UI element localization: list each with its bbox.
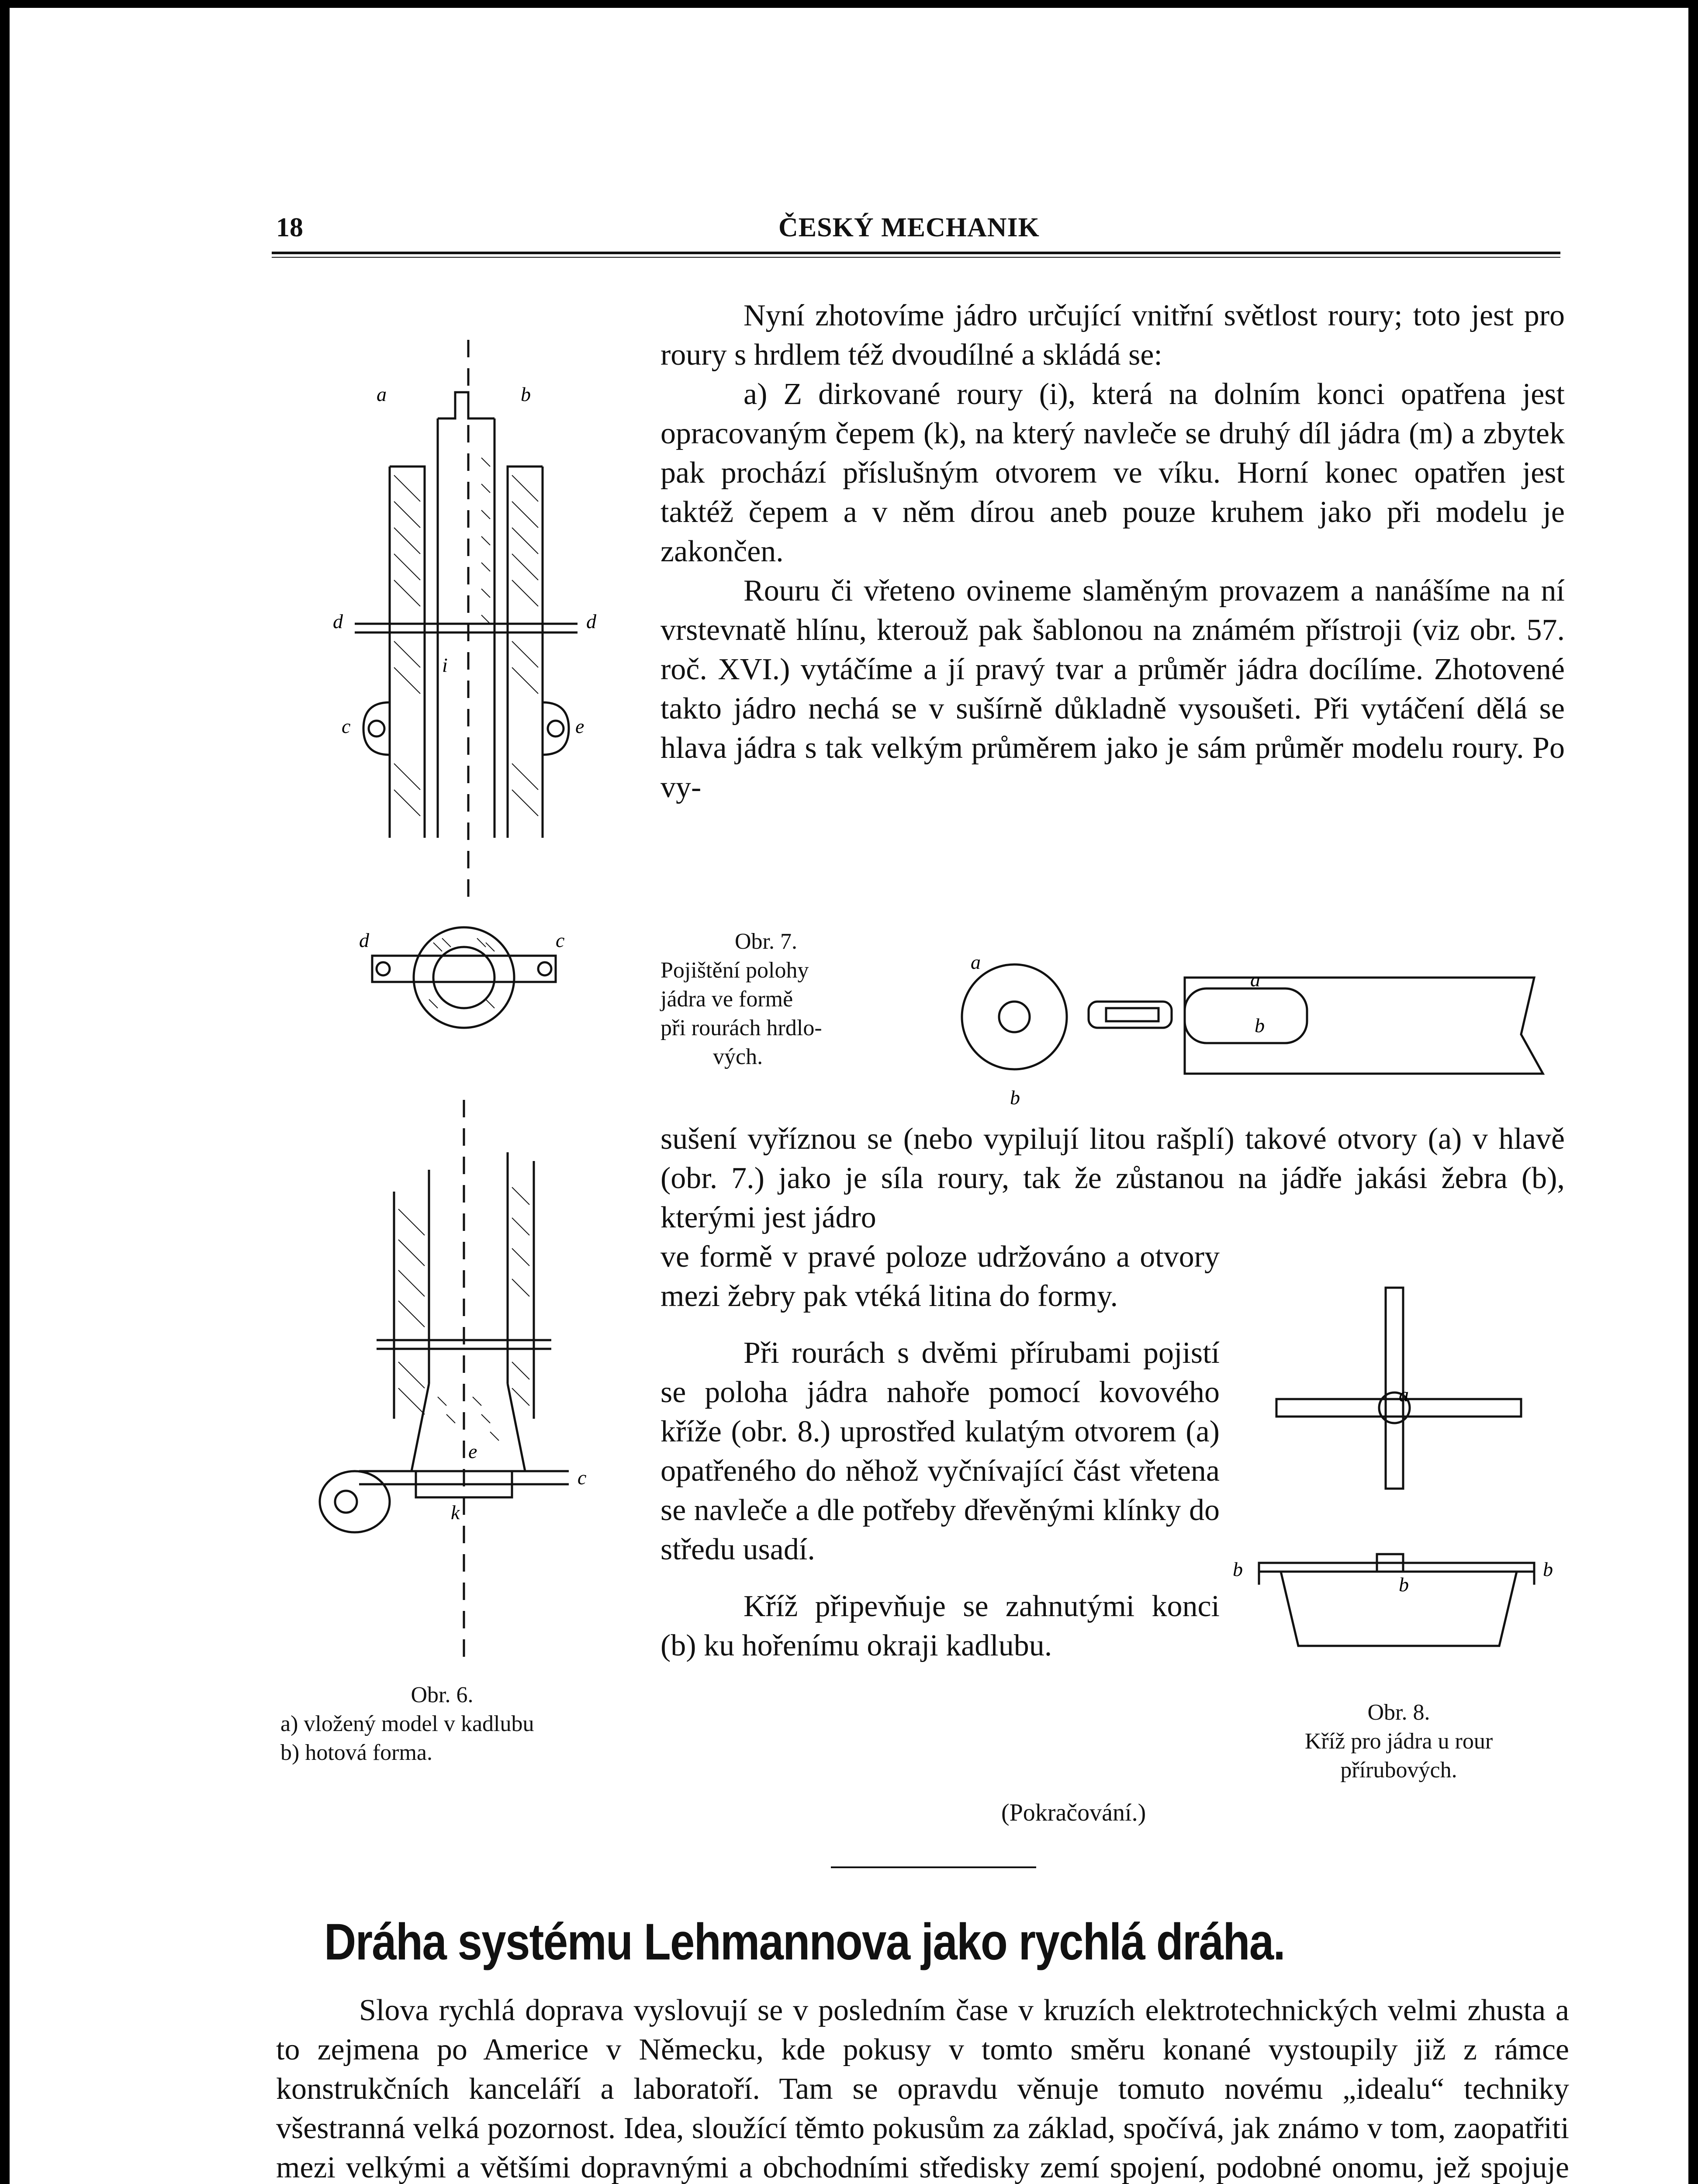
figure7-number: Obr. 7. [735,929,797,954]
figure6-lower-drawing [307,1100,621,1668]
figure8-label-b-center: b [1399,1573,1409,1596]
paragraph-flange: Při rourách s dvěmi přírubami pojistí se poloha jádra nahoře pomocí kovového kříže (obr. 8.) uprostřed kulatým otvorem (a) opatřeného do něhož vyčnívající část vřetena se navleče a dle potřeby dřevěnými klínky do středu usadí. [661,1336,1220,1566]
figure8-label-a: a [1399,1383,1409,1406]
figure7-drawing [949,943,1569,1109]
figure7-caption-line-3: při rourách hrdlo- [661,1016,822,1040]
header-rule [272,252,1560,254]
text-column-narrow [661,1237,1220,1666]
figure8-label-b-left: b [1233,1558,1243,1580]
figure6-lower-label-c: c [578,1466,587,1489]
figure6-caption-line-1: a) vložený model v kadlubu [280,1711,534,1736]
page-number: 18 [276,213,303,242]
figure6-label-a: a [377,383,387,405]
text-column-top [661,296,1565,807]
figure8-caption [1228,1698,1569,1785]
continued-note: (Pokračování.) [1001,1799,1146,1826]
figure6-label-e: e [575,715,584,737]
figure6-label-d-right: d [586,610,596,632]
journal-page [10,8,1688,2184]
figure7-caption-line-2: jádra ve formě [661,987,793,1012]
figure6-caption [280,1681,639,1767]
figure6-ring-label-c: c [556,929,565,951]
figure6-lower-label-k: k [451,1501,460,1524]
figure7-label-b-core: b [1255,1014,1265,1037]
figure8-caption-line-1: Kříž pro jádra u rour [1304,1729,1493,1754]
figure6-label-d: d [333,610,343,632]
paragraph-continuation: sušení vyříznou se (nebo vypilují litou rašplí) takové otvory (a) v hlavě (obr. 7.) jako je síla roury, tak že zůstanou na jádře jakási žebra (b), kterými jest jádro [661,1122,1565,1234]
figure6-label-b: b [521,383,531,405]
figure8-number: Obr. 8. [1367,1700,1430,1725]
figure6-upper-drawing [324,327,595,903]
article2-body [276,1991,1569,2184]
figure6-number: Obr. 6. [411,1683,474,1707]
figure7-label-b: b [1010,1086,1020,1109]
figure6-label-i: i [442,654,448,676]
figure6-label-c: c [342,715,351,737]
paragraph-core: Nyní zhotovíme jádro určující vnitřní světlost roury; toto jest pro roury s hrdlem též dvoudílné a skládá se: [661,299,1565,372]
figure6-lower-label-e: e [468,1440,477,1462]
text-continuation-wide [661,1120,1565,1237]
figure7-label-a-core: a [1250,968,1260,991]
paragraph-cross: Kříž připevňuje se zahnutými konci (b) ku hořenímu okraji kadlubu. [661,1590,1220,1662]
figure7-caption [661,927,905,1071]
figure6-caption-line-2: b) hotová forma. [280,1740,433,1765]
paragraph-rope: Rouru či vřeteno ovineme slaměným provazem a nanášíme na ní vrstevnatě hlínu, kterouž pak šablonou na známém přístroji (viz obr. 57. roč. XVI.) vytáčíme a jí pravý tvar a průměr jádra docílíme. Zhotovené takto jádro nechá se v sušírně důkladně vysoušeti. Při vytáčení dělá se hlava jádra s tak velkým průměrem jako je sám průměr modelu roury. Po vy- [661,574,1565,804]
paragraph-a: a) Z dirkované roury (i), která na dolním konci opatřena jest opracovaným čepem (k), na který navleče se druhý díl jádra (m) a zbytek pak prochází příslušným otvorem ve víku. Horní konec opatřen jest taktéž čepem a v něm dírou aneb pouze kruhem jako při modelu je zakončen. [661,377,1565,568]
article2-paragraph: Slova rychlá doprava vyslovují se v posledním čase v kruzích elektrotechnických velmi zhusta a to zejmena po Americe v Německu, kde pokusy v tomto směru konané vystoupily již z rámce konstrukčních kanceláří a laboratoří. Tam se opravdu věnuje tomuto novému „idealu“ techniky všestranná velká pozornost. Idea, sloužící těmto pokusům za základ, spočívá, jak známo v tom, zaopatřiti mezi velkými a většími dopravnými a obchodními středisky zemí spojení, podobné onomu, jež spojuje [276,1994,1569,2184]
figure8-label-b-right: b [1543,1558,1553,1580]
article-separator [831,1866,1036,1868]
header-rule-thin [272,257,1560,258]
figure8-drawing [1228,1283,1569,1676]
figure7-caption-line-1: Pojištění polohy [661,958,809,983]
article2-title: Dráha systému Lehmannova jako rychlá dráha. [324,1913,1285,1971]
running-title: ČESKÝ MECHANIK [778,213,1040,242]
figure7-label-a: a [971,951,981,973]
figure6-ring-drawing [355,912,573,1043]
paragraph-continuation-narrow: ve formě v pravé poloze udržováno a otvory mezi žebry pak vtéká litina do formy. [661,1240,1220,1313]
figure8-caption-line-2: přírubových. [1340,1758,1457,1783]
figure7-caption-line-4: vých. [713,1044,763,1069]
figure6-ring-label-d: d [359,929,369,951]
